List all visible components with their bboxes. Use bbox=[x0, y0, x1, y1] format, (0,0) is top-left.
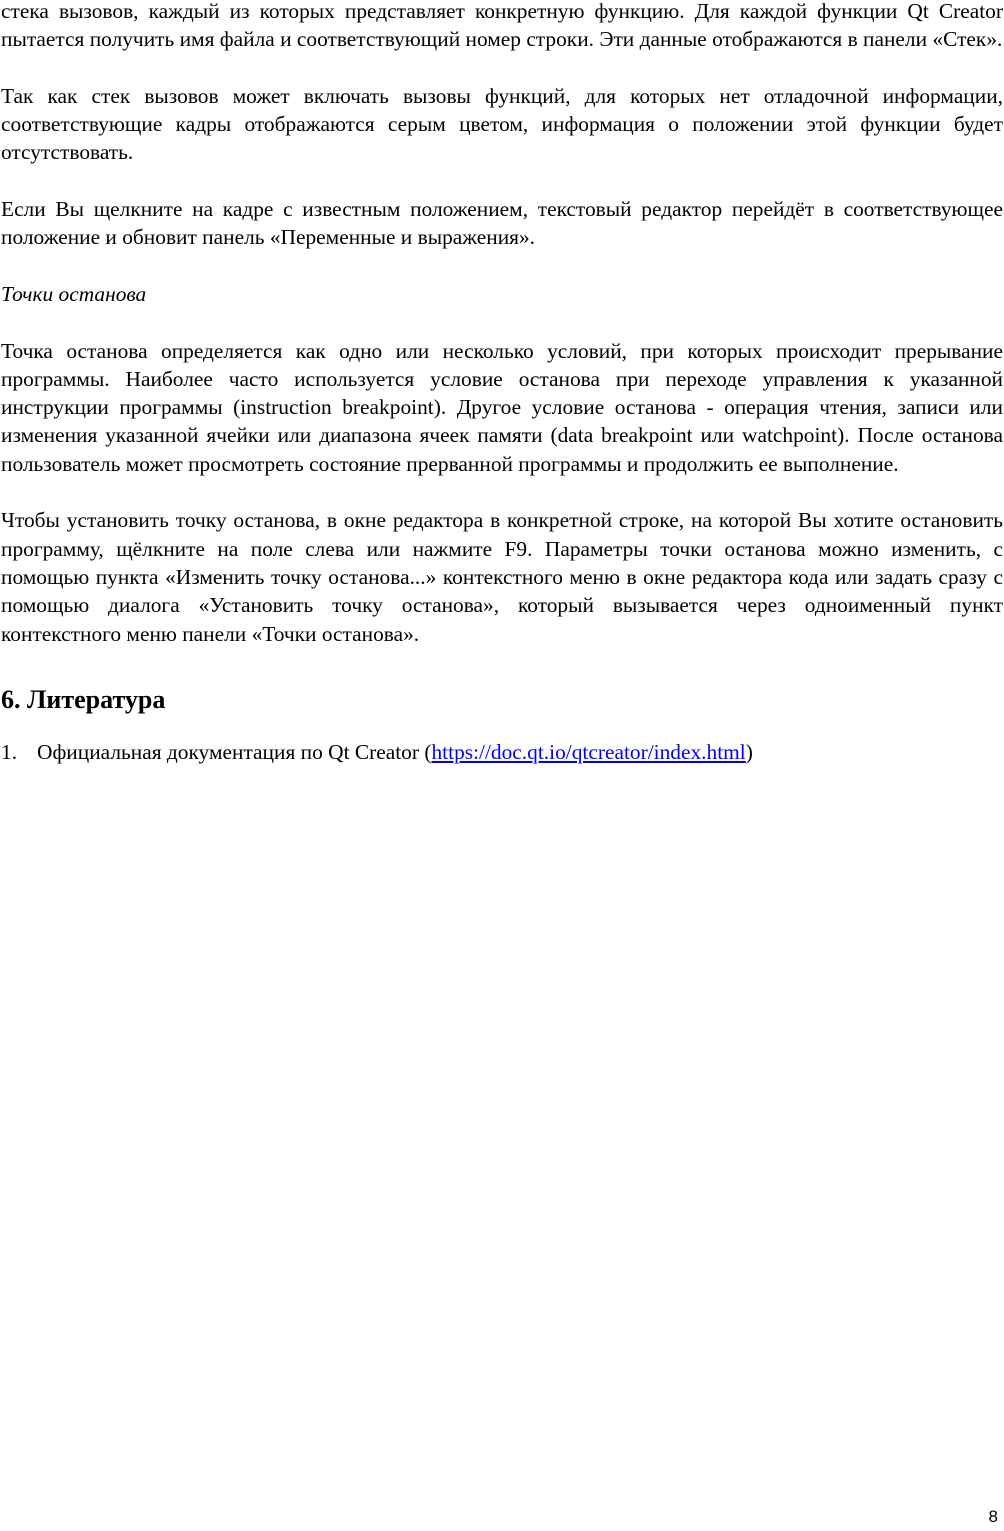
page-number: 8 bbox=[988, 1507, 998, 1526]
reference-number: 1. bbox=[1, 739, 18, 764]
paragraph-breakpoint-definition: Точка останова определяется как одно или несколько условий, при которых происходит прерывание программы. Наиболее часто используется условие останова при переходе управления к указанной инструкции программы (instruction breakpoint). Другое условие останова - операция чтения, записи или изменения указанной ячейки или диапазона ячеек памяти (data breakpoint или watchpoint). После останова пользователь может просмотреть состояние прерванной программы и продолжить ее выполнение. bbox=[1, 338, 1003, 476]
subheading-breakpoints: Точки останова bbox=[1, 281, 147, 306]
reference-text: Официальная документация по Qt Creator ( bbox=[37, 739, 432, 764]
reference-body bbox=[37, 738, 753, 766]
section-heading-literature: 6. Литература bbox=[1, 684, 166, 714]
reference-link[interactable]: https://doc.qt.io/qtcreator/index.html bbox=[431, 739, 746, 764]
paragraph-no-debug-info: Так как стек вызовов может включать вызовы функций, для которых нет отладочной информации, соответствующие кадры отображаются серым цветом, информация о положении этой функции будет отсутствовать. bbox=[1, 83, 1003, 165]
paragraph-frame-click: Если Вы щелкните на кадре с известным положением, текстовый редактор перейдёт в соответствующее положение и обновит панель «Переменные и выражения». bbox=[1, 197, 1003, 250]
paragraph-stack-continuation: стека вызовов, каждый из которых представляет конкретную функцию. Для каждой функции Qt Creator пытается получить имя файла и соответствующий номер строки. Эти данные отображаются в панели «Стек». bbox=[1, 0, 1003, 52]
reference-list bbox=[1, 738, 1003, 766]
reference-suffix: ) bbox=[745, 739, 753, 764]
paragraph-breakpoint-howto: Чтобы установить точку останова, в окне редактора в конкретной строке, на которой Вы хотите остановить программу, щёлкните на поле слева или нажмите F9. Параметры точки останова можно изменить, с помощью пункта «Изменить точку останова...» контекстного меню в окне редактора кода или задать сразу с помощью диалога «Установить точку останова», который вызывается через одноименный пункт контекстного меню панели «Точки останова». bbox=[1, 508, 1003, 646]
reference-item bbox=[1, 738, 1003, 766]
document-page bbox=[1, 0, 1003, 766]
